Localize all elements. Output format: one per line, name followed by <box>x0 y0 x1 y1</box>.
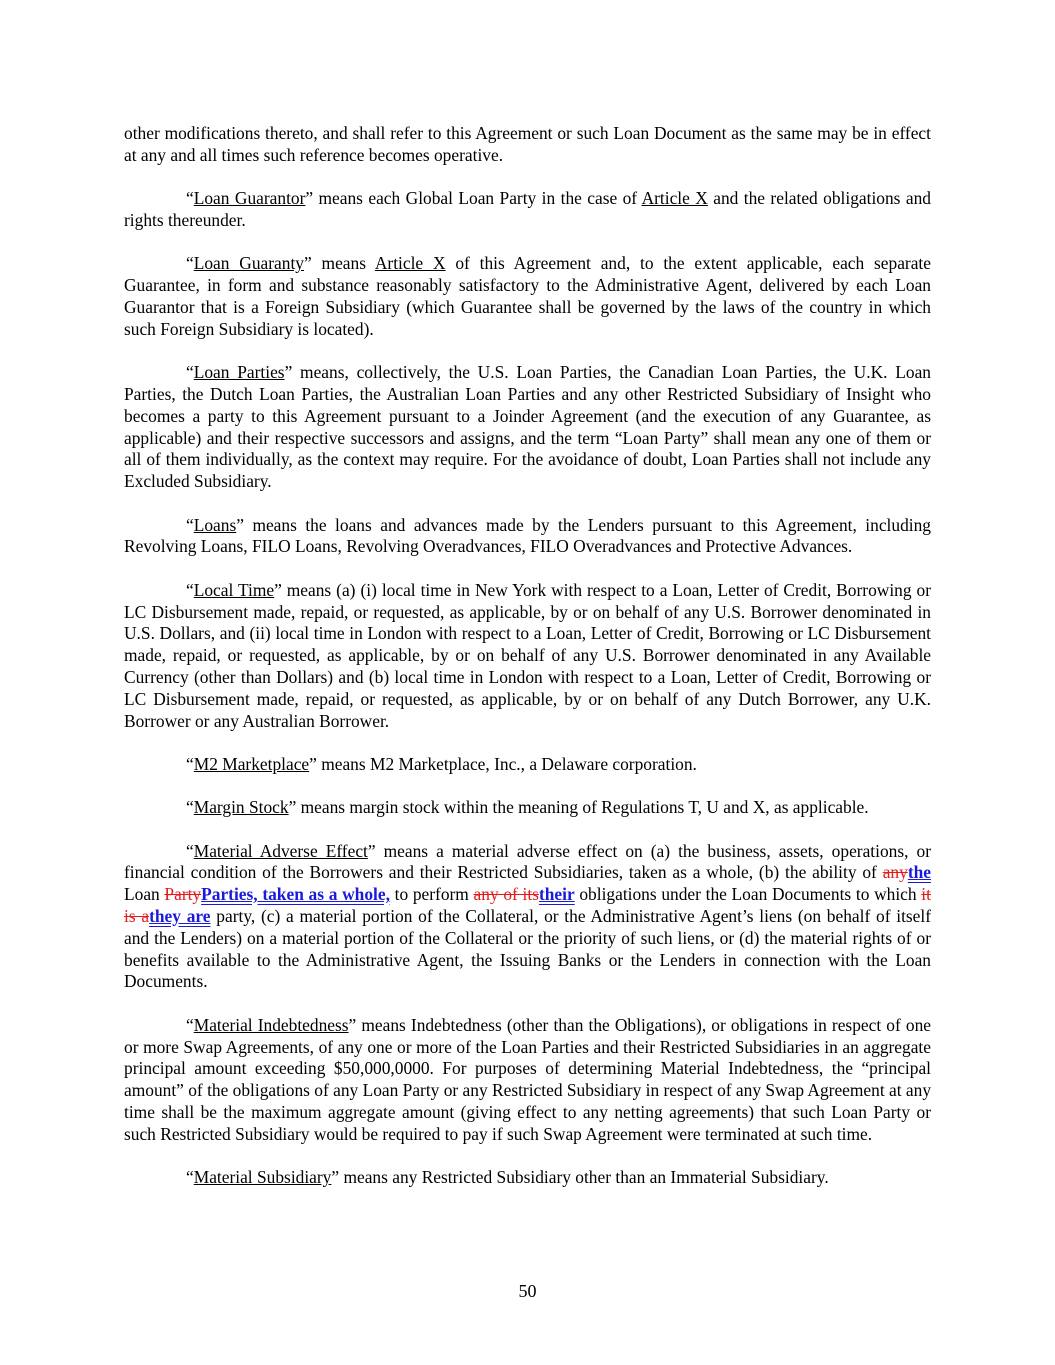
paragraph <box>124 1015 931 1146</box>
text-run: ” means <box>304 253 375 274</box>
paragraph <box>124 797 931 819</box>
defined-term: M2 Marketplace <box>193 753 310 774</box>
paragraph <box>124 362 931 493</box>
text-run: obligations under the Loan Documents to which <box>574 884 922 905</box>
text-run: ” means a material adverse effect on (a) the business, assets, operations, or financial condition of the Borrowers and their Restricted Subsidiaries, taken as a whole, (b) the ability of <box>124 840 931 883</box>
text-run: ” means, collectively, the U.S. Loan Parties, the Canadian Loan Parties, the U.K. Loan Parties, the Dutch Loan Parties, the Australian Loan Parties and any other Restricted Subsidiary of Insight who becomes a party to this Agreement pursuant to a Joinder Agreement (and the execution of any Guarantee, as applicable) and their respective successors and assigns, and the term “Loan Party” shall mean any one of them or all of them individually, as the context may require. For the avoidance of doubt, Loan Parties shall not include any Excluded Subsidiary. <box>124 362 931 492</box>
defined-term: Local Time <box>193 579 275 600</box>
inserted-text: the <box>907 862 931 883</box>
text-run: “ <box>186 579 194 600</box>
defined-term: Article X <box>374 253 446 274</box>
text-run: “ <box>186 797 194 818</box>
paragraph <box>124 580 931 733</box>
deleted-text: Party <box>164 884 202 905</box>
text-run: of this Agreement and, to the extent applicable, each separate Guarantee, in form and substance reasonably satisfactory to the Administrative Agent, delivered by each Loan Guarantor that is a Foreign Subsidiary (which Guarantee shall be governed by the laws of the country in which such Foreign Subsidiary is located). <box>124 253 931 339</box>
text-run: Loan <box>124 884 165 905</box>
text-run: ” means each Global Loan Party in the case of <box>305 188 642 209</box>
defined-term: Article X <box>641 188 708 209</box>
defined-term: Loan Guarantor <box>193 188 306 209</box>
text-run: “ <box>186 753 194 774</box>
paragraph <box>124 123 931 167</box>
text-run: ” means (a) (i) local time in New York with respect to a Loan, Letter of Credit, Borrowing or LC Disbursement made, repaid, or requested, as applicable, by or on behalf of any U.S. Borrower denominated in U.S. Dollars, and (ii) local time in London with respect to a Loan, Letter of Credit, Borrowing or LC Disbursement made, repaid, or requested, as applicable, by or on behalf of any U.S. Borrower denominated in any Available Currency (other than Dollars) and (b) local time in London with respect to a Loan, Letter of Credit, Borrowing or LC Disbursement made, repaid, or requested, as applicable, by or on behalf of any Dutch Borrower, any U.K. Borrower or any Australian Borrower. <box>124 579 931 731</box>
text-run: other modifications thereto, and shall refer to this Agreement or such Loan Document as the same may be in effect at any and all times such reference becomes operative. <box>124 123 931 165</box>
text-run: ” means any Restricted Subsidiary other than an Immaterial Subsidiary. <box>331 1167 829 1188</box>
defined-term: Margin Stock <box>193 797 289 818</box>
text-run: party, (c) a material portion of the Collateral, or the Administrative Agent’s liens (on behalf of itself and the Lenders) on a material portion of the Collateral or the priority of such liens, or (d) the material rights of or benefits available to the Administrative Agent, the Issuing Banks or the Lenders in connection with the Loan Documents. <box>124 906 932 992</box>
deleted-text: it is a <box>124 884 931 927</box>
defined-term: Material Indebtedness <box>193 1014 349 1035</box>
text-run: ” means margin stock within the meaning of Regulations T, U and X, as applicable. <box>288 797 869 818</box>
paragraph <box>124 841 931 994</box>
inserted-text: their <box>538 884 575 905</box>
defined-term: Loan Guaranty <box>193 253 304 274</box>
paragraph <box>124 188 931 232</box>
deleted-text: any <box>882 862 908 883</box>
text-run: and the related obligations and rights thereunder. <box>124 188 931 230</box>
text-run: “ <box>186 1014 194 1035</box>
defined-term: Loans <box>193 514 237 535</box>
document-page <box>124 123 931 1189</box>
paragraph <box>124 253 931 340</box>
defined-term: Material Adverse Effect <box>193 840 368 861</box>
defined-term: Loan Parties <box>193 362 285 383</box>
page-number: 50 <box>518 1281 537 1301</box>
defined-term: Material Subsidiary <box>193 1167 332 1188</box>
paragraph <box>124 1167 931 1189</box>
text-run: ” means Indebtedness (other than the Obligations), or obligations in respect of one or more Swap Agreements, of any one or more of the Loan Parties and their Restricted Subsidiaries in an aggregate principal amount exceeding $50,000,0000. For purposes of determining Material Indebtedness, the “principal amount” of the obligations of any Loan Party or any Restricted Subsidiary in respect of any Swap Agreement at any time shall be the maximum aggregate amount (giving effect to any netting agreements) that such Loan Party or such Restricted Subsidiary would be required to pay if such Swap Agreement were terminated at such time. <box>124 1014 932 1144</box>
text-run: ” means the loans and advances made by the Lenders pursuant to this Agreement, including Revolving Loans, FILO Loans, Revolving Overadvances, FILO Overadvances and Protective Advances. <box>124 514 931 557</box>
text-run: “ <box>186 362 194 383</box>
paragraph <box>124 754 931 776</box>
paragraph <box>124 515 931 559</box>
text-run: “ <box>186 188 194 209</box>
text-run: “ <box>186 840 194 861</box>
inserted-text: Parties, taken as a whole, <box>201 884 390 905</box>
text-run: ” means M2 Marketplace, Inc., a Delaware corporation. <box>309 753 697 774</box>
text-run: “ <box>186 253 194 274</box>
inserted-text: they are <box>149 906 211 927</box>
text-run: to perform <box>389 884 474 905</box>
text-run: “ <box>186 514 194 535</box>
document-body <box>124 123 931 1189</box>
text-run: “ <box>186 1167 194 1188</box>
deleted-text: any of its <box>473 884 539 905</box>
